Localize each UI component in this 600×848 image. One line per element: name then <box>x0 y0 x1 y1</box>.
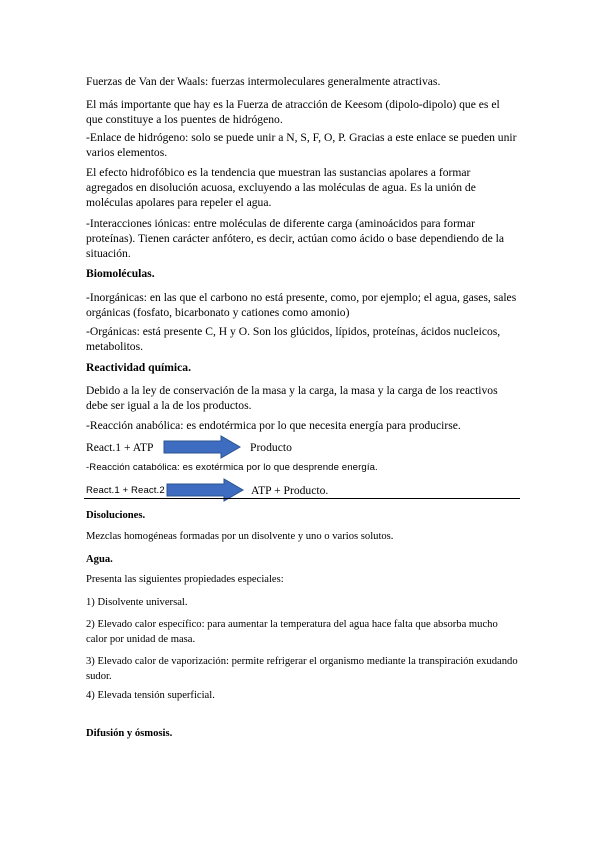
list-item-disolvente-universal: 1) Disolvente universal. <box>86 597 188 608</box>
paragraph-keesom: El más importante que hay es la Fuerza de atracción de Keesom (dipolo-dipolo) que es el que constituye a los puentes de hidrógeno. <box>86 98 500 126</box>
paragraph-reaccion-catabolica: -Reacción catabólica: es exotérmica por lo que desprende energía. <box>86 462 378 473</box>
heading-biomoleculas: Biomoléculas. <box>86 267 155 280</box>
equation-catabolic-products: ATP + Producto. <box>251 484 329 497</box>
heading-difusion-osmosis: Difusión y ósmosis. <box>86 728 173 739</box>
paragraph-ley-conservacion: Debido a la ley de conservación de la masa y la carga, la masa y la carga de los reactivos debe ser igual a la de los productos. <box>86 384 498 412</box>
paragraph-propiedades-especiales: Presenta las siguientes propiedades especiales: <box>86 574 284 585</box>
equation-anabolic-product: Producto <box>250 441 292 454</box>
heading-disoluciones: Disoluciones. <box>86 510 146 521</box>
page-section-divider <box>84 498 520 499</box>
list-item-calor-especifico: 2) Elevado calor específico: para aumentar la temperatura del agua hace falta que absorba mucho calor por unidad de masa. <box>86 619 498 645</box>
paragraph-inorganicas: -Inorgánicas: en las que el carbono no está presente, como, por ejemplo; el agua, gases, sales orgánicas (fosfato, bicarbonato y cationes como amonio) <box>86 291 517 319</box>
paragraph-efecto-hidrofobico: El efecto hidrofóbico es la tendencia que muestran las sustancias apolares a formar agregados en disolución acuosa, excluyendo a las moléculas de agua. Es la unión de moléculas apolares para repeler el agua. <box>86 166 476 209</box>
heading-reactividad-quimica: Reactividad química. <box>86 361 191 374</box>
equation-anabolic-reactants: React.1 + ATP <box>86 441 154 454</box>
paragraph-enlace-hidrogeno: -Enlace de hidrógeno: solo se puede unir a N, S, F, O, P. Gracias a este enlace se pueden unir varios elementos. <box>86 131 517 159</box>
paragraph-interacciones-ionicas: -Interacciones iónicas: entre moléculas de diferente carga (aminoácidos para formar proteínas). Tienen carácter anfótero, es decir, actúan como ácido o base dependiendo de la situación. <box>86 217 505 260</box>
reaction-arrow-shape <box>164 436 240 458</box>
paragraph-organicas: -Orgánicas: está presente C, H y O. Son los glúcidos, lípidos, proteínas, ácidos nucleicos, metabolitos. <box>86 325 501 353</box>
list-item-calor-vaporizacion: 3) Elevado calor de vaporización: permite refrigerar el organismo mediante la transpiración exudando sudor. <box>86 656 518 682</box>
heading-agua: Agua. <box>86 554 113 565</box>
paragraph-van-der-waals: Fuerzas de Van der Waals: fuerzas intermoleculares generalmente atractivas. <box>86 75 441 88</box>
reaction-arrow-icon <box>163 435 241 459</box>
equation-catabolic-reactants: React.1 + React.2 <box>86 485 165 496</box>
paragraph-mezclas-homogeneas: Mezclas homogéneas formadas por un disolvente y uno o varios solutos. <box>86 531 394 542</box>
paragraph-reaccion-anabolica: -Reacción anabólica: es endotérmica por lo que necesita energía para producirse. <box>86 419 461 432</box>
list-item-tension-superficial: 4) Elevada tensión superficial. <box>86 690 215 701</box>
